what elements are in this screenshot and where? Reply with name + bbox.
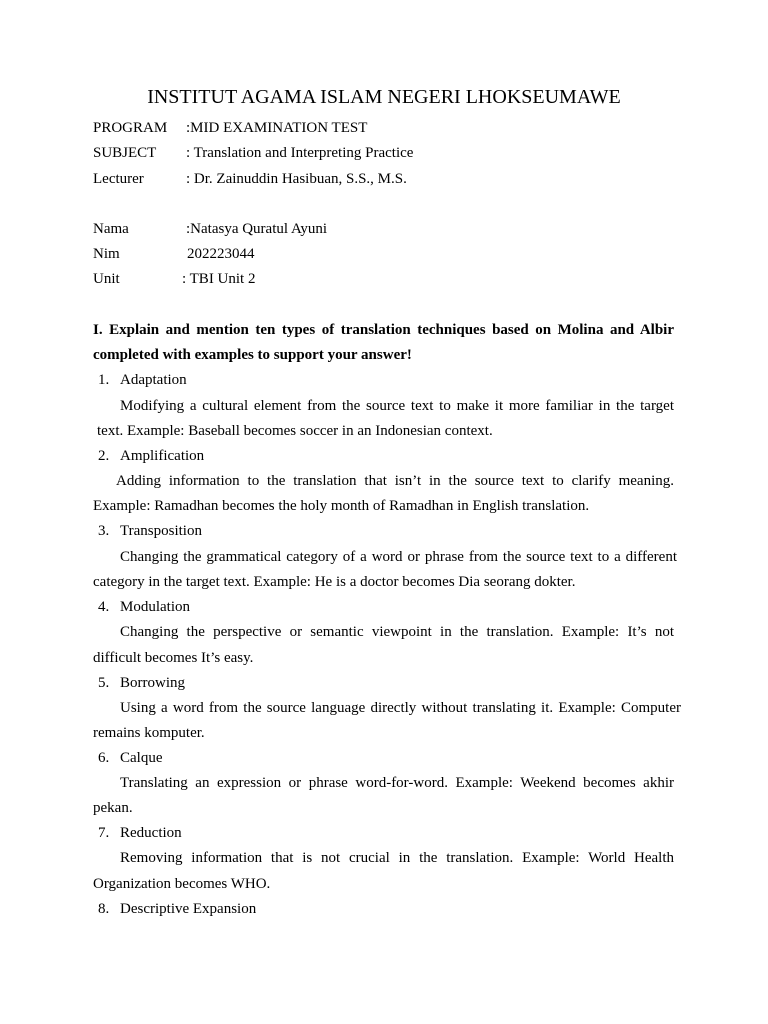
question-line-2: completed with examples to support your answer! [93, 347, 412, 363]
item-number: 6. [98, 750, 110, 766]
nama-label: Nama [93, 221, 129, 237]
item-number: 5. [98, 675, 110, 691]
item-text: Removing information that is not crucial in the translation. Example: World Health [120, 850, 674, 866]
item-text: text. Example: Baseball becomes soccer in an Indonesian context. [97, 423, 493, 439]
nim-value: 202223044 [187, 246, 255, 262]
item-text: category in the target text. Example: He is a doctor becomes Dia seorang dokter. [93, 574, 576, 590]
item-text: Translating an expression or phrase word-for-word. Example: Weekend becomes akhir [120, 775, 674, 791]
item-heading: Transposition [120, 523, 202, 539]
item-text: difficult becomes It’s easy. [93, 650, 254, 666]
item-number: 8. [98, 901, 110, 917]
item-heading: Calque [120, 750, 163, 766]
item-text: Example: Ramadhan becomes the holy month of Ramadhan in English translation. [93, 498, 590, 514]
item-text: pekan. [93, 800, 133, 816]
item-number: 4. [98, 599, 110, 615]
item-heading: Descriptive Expansion [120, 901, 257, 917]
subject-label: SUBJECT [93, 145, 157, 161]
page-title: INSTITUT AGAMA ISLAM NEGERI LHOKSEUMAWE [147, 86, 621, 108]
item-text: Using a word from the source language directly without translating it. Example: Computer [120, 700, 681, 716]
program-value: :MID EXAMINATION TEST [186, 120, 368, 136]
question-line-1: I. Explain and mention ten types of translation techniques based on Molina and Albir [93, 322, 674, 338]
lecturer-value: : Dr. Zainuddin Hasibuan, S.S., M.S. [186, 171, 407, 187]
item-text: Adding information to the translation that isn’t in the source text to clarify meaning. [116, 473, 674, 489]
item-number: 7. [98, 825, 110, 841]
item-heading: Amplification [120, 448, 205, 464]
item-text: remains komputer. [93, 725, 205, 741]
program-label: PROGRAM [93, 120, 168, 136]
item-number: 2. [98, 448, 110, 464]
subject-value: : Translation and Interpreting Practice [186, 145, 414, 161]
unit-value: : TBI Unit 2 [182, 271, 256, 287]
item-text: Changing the grammatical category of a word or phrase from the source text to a different [120, 549, 677, 565]
item-heading: Reduction [120, 825, 182, 841]
item-heading: Borrowing [120, 675, 185, 691]
item-number: 3. [98, 523, 110, 539]
nim-label: Nim [93, 246, 120, 262]
item-text: Organization becomes WHO. [93, 876, 271, 892]
lecturer-label: Lecturer [93, 171, 144, 187]
item-heading: Adaptation [120, 372, 187, 388]
item-heading: Modulation [120, 599, 190, 615]
item-number: 1. [98, 372, 110, 388]
nama-value: :Natasya Quratul Ayuni [186, 221, 328, 237]
item-text: Modifying a cultural element from the source text to make it more familiar in the target [120, 398, 674, 414]
unit-label: Unit [93, 271, 120, 287]
item-text: Changing the perspective or semantic viewpoint in the translation. Example: It’s not [120, 624, 674, 640]
